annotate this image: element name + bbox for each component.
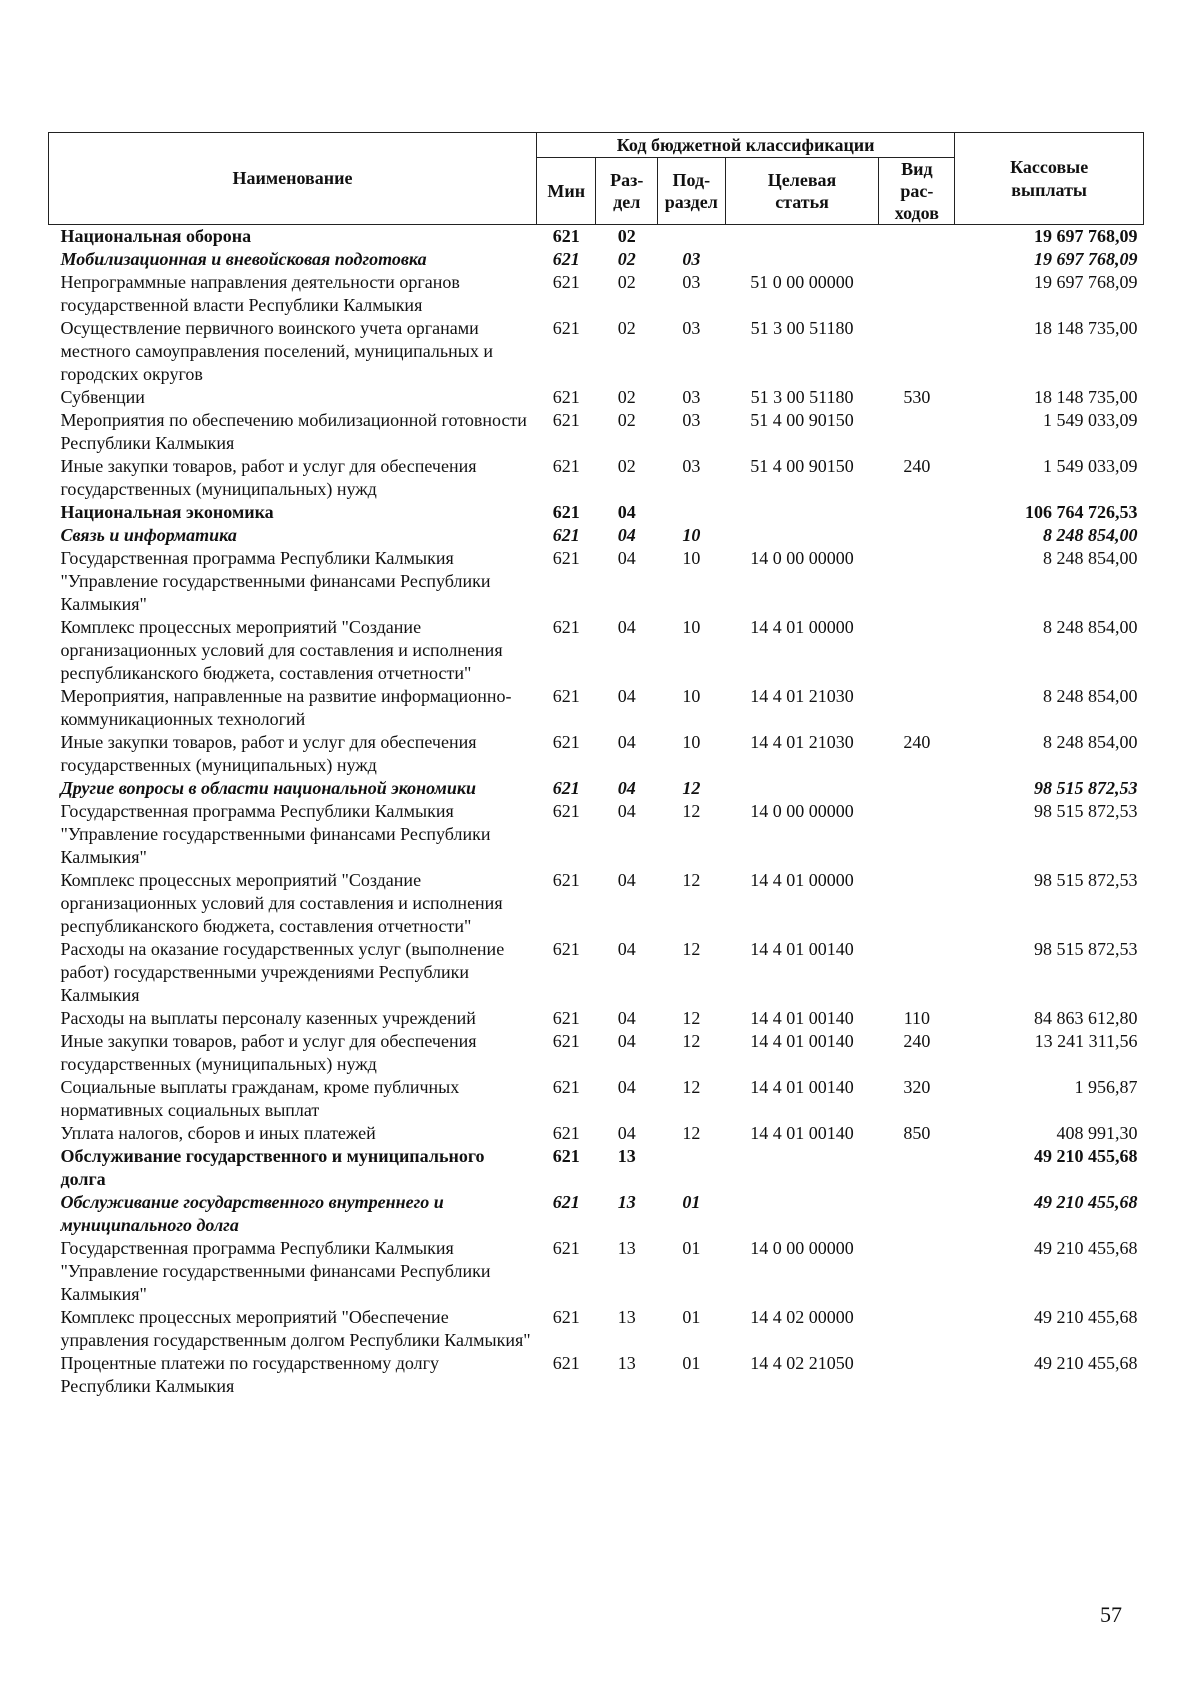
cell-vid — [879, 1145, 955, 1191]
cell-name: Процентные платежи по государственному долгу Республики Калмыкия — [60, 1353, 440, 1396]
cell-pod: 01 — [682, 1307, 701, 1327]
cell-sum: 84 863 612,80 — [1034, 1008, 1138, 1028]
cell-min: 621 — [552, 525, 580, 545]
cell-min: 621 — [552, 686, 580, 706]
cell-sum: 49 210 455,68 — [1034, 1238, 1138, 1258]
cell-name: Государственная программа Республики Калмыкия "Управление государственными финансами Республики Калмыкия" — [60, 801, 491, 867]
cell-pod: 03 — [682, 410, 701, 430]
cell-pod: 03 — [682, 456, 701, 476]
cell-name: Субвенции — [60, 387, 145, 407]
cell-cel: 51 4 00 90150 — [750, 456, 854, 476]
cell-cel: 51 3 00 51180 — [750, 318, 854, 338]
page-number: 57 — [1100, 1602, 1122, 1627]
table-row — [49, 317, 1144, 386]
cell-razdel: 02 — [617, 410, 636, 430]
table-row — [49, 409, 1144, 455]
cell-sum: 8 248 854,00 — [1043, 686, 1138, 706]
cell-sum: 98 515 872,53 — [1034, 801, 1138, 821]
cell-cel: 14 4 01 00140 — [750, 1123, 854, 1143]
cell-name: Расходы на оказание государственных услуг (выполнение работ) государственными учреждениями Республики Калмыкия — [60, 939, 505, 1005]
cell-cel: 14 4 01 21030 — [750, 686, 854, 706]
cell-min: 621 — [552, 1238, 580, 1258]
cell-name: Комплекс процессных мероприятий "Обеспечение управления государственным долгом Республики Калмыкия" — [60, 1307, 531, 1350]
cell-razdel: 13 — [617, 1146, 636, 1166]
table-row — [49, 1352, 1144, 1398]
header-vid: Вид рас- ходов — [879, 158, 955, 225]
cell-name: Обслуживание государственного и муниципального долга — [60, 1146, 485, 1189]
cell-cel — [725, 501, 879, 524]
table-row — [49, 1076, 1144, 1122]
table-row — [49, 1030, 1144, 1076]
cell-razdel: 04 — [617, 732, 636, 752]
cell-min: 621 — [552, 1307, 580, 1327]
cell-min: 621 — [552, 272, 580, 292]
cell-cel: 51 3 00 51180 — [750, 387, 854, 407]
cell-cel: 14 4 01 00140 — [750, 1008, 854, 1028]
header-celevaya: Целевая статья — [725, 158, 879, 225]
cell-sum: 98 515 872,53 — [1034, 778, 1138, 798]
cell-cel — [725, 225, 879, 249]
cell-pod: 03 — [682, 272, 701, 292]
cell-min: 621 — [552, 617, 580, 637]
cell-min: 621 — [552, 387, 580, 407]
table-row — [49, 800, 1144, 869]
cell-min: 621 — [552, 1192, 580, 1212]
cell-pod: 01 — [682, 1238, 701, 1258]
cell-cel: 14 4 02 00000 — [750, 1307, 854, 1327]
cell-cel: 14 0 00 00000 — [750, 801, 854, 821]
cell-razdel: 13 — [617, 1238, 636, 1258]
cell-razdel: 04 — [617, 1077, 636, 1097]
table-row — [49, 455, 1144, 501]
cell-vid — [879, 501, 955, 524]
cell-pod: 01 — [682, 1192, 701, 1212]
cell-vid — [879, 409, 955, 455]
cell-name: Связь и информатика — [60, 525, 237, 545]
cell-pod — [657, 225, 725, 249]
header-min: Мин — [537, 158, 596, 225]
cell-sum: 8 248 854,00 — [1043, 525, 1138, 545]
cell-razdel: 04 — [617, 502, 636, 522]
cell-pod: 03 — [682, 318, 701, 338]
cell-vid — [879, 938, 955, 1007]
table-header — [49, 133, 1144, 225]
cell-cel: 14 4 01 00140 — [750, 1077, 854, 1097]
cell-razdel: 13 — [617, 1192, 636, 1212]
cell-name: Непрограммные направления деятельности органов государственной власти Республики Калмыкия — [60, 272, 460, 315]
cell-vid — [879, 248, 955, 271]
table-row — [49, 1191, 1144, 1237]
cell-sum: 19 697 768,09 — [1034, 249, 1138, 269]
cell-name: Обслуживание государственного внутреннего и муниципального долга — [60, 1192, 444, 1235]
cell-name: Национальная оборона — [60, 226, 252, 246]
header-code-group: Код бюджетной классификации — [537, 133, 955, 158]
cell-sum: 1 549 033,09 — [1043, 456, 1138, 476]
table-row — [49, 1007, 1144, 1030]
cell-name: Иные закупки товаров, работ и услуг для обеспечения государственных (муниципальных) нужд — [60, 1031, 477, 1074]
cell-name: Мероприятия, направленные на развитие информационно-коммуникационных технологий — [60, 686, 512, 729]
cell-min: 621 — [552, 1077, 580, 1097]
cell-name: Комплекс процессных мероприятий "Создание организационных условий для составления и исполнения республиканского бюджета, составления отчетности" — [60, 870, 503, 936]
cell-pod: 12 — [682, 778, 701, 798]
cell-pod: 10 — [682, 525, 701, 545]
budget-table-sheet — [48, 132, 1144, 1398]
cell-name: Социальные выплаты гражданам, кроме публичных нормативных социальных выплат — [60, 1077, 460, 1120]
table-row — [49, 1145, 1144, 1191]
table-row — [49, 271, 1144, 317]
cell-vid — [879, 1306, 955, 1352]
table-row — [49, 547, 1144, 616]
cell-razdel: 04 — [617, 939, 636, 959]
cell-vid — [879, 685, 955, 731]
cell-min: 621 — [552, 226, 580, 246]
cell-razdel: 02 — [617, 249, 636, 269]
table-row — [49, 731, 1144, 777]
cell-vid — [879, 800, 955, 869]
cell-razdel: 02 — [617, 272, 636, 292]
table-row — [49, 777, 1144, 800]
cell-sum: 49 210 455,68 — [1034, 1146, 1138, 1166]
cell-sum: 18 148 735,00 — [1034, 387, 1138, 407]
cell-pod: 12 — [682, 1031, 701, 1051]
cell-min: 621 — [552, 1353, 580, 1373]
table-row — [49, 1237, 1144, 1306]
cell-vid: 320 — [903, 1077, 931, 1097]
cell-cel: 14 0 00 00000 — [750, 548, 854, 568]
cell-sum: 8 248 854,00 — [1043, 732, 1138, 752]
cell-vid: 240 — [903, 1031, 931, 1051]
cell-pod — [657, 501, 725, 524]
cell-sum: 98 515 872,53 — [1034, 870, 1138, 890]
cell-pod: 12 — [682, 1077, 701, 1097]
cell-cel: 14 4 02 21050 — [750, 1353, 854, 1373]
cell-cel — [725, 1191, 879, 1237]
cell-vid — [879, 524, 955, 547]
cell-name: Иные закупки товаров, работ и услуг для обеспечения государственных (муниципальных) нужд — [60, 732, 477, 775]
cell-name: Комплекс процессных мероприятий "Создание организационных условий для составления и исполнения республиканского бюджета, составления отчетности" — [60, 617, 503, 683]
cell-min: 621 — [552, 1031, 580, 1051]
table-row — [49, 869, 1144, 938]
cell-razdel: 04 — [617, 1031, 636, 1051]
cell-min: 621 — [552, 1008, 580, 1028]
cell-name: Мероприятия по обеспечению мобилизационной готовности Республики Калмыкия — [60, 410, 527, 453]
table-row — [49, 248, 1144, 271]
cell-pod: 12 — [682, 1008, 701, 1028]
cell-vid: 110 — [903, 1008, 931, 1028]
budget-table — [48, 132, 1144, 1398]
cell-razdel: 02 — [617, 318, 636, 338]
cell-min: 621 — [552, 870, 580, 890]
cell-razdel: 02 — [617, 226, 636, 246]
cell-sum: 408 991,30 — [1056, 1123, 1138, 1143]
cell-pod: 12 — [682, 870, 701, 890]
cell-cel: 14 4 01 21030 — [750, 732, 854, 752]
cell-cel: 14 4 01 00140 — [750, 1031, 854, 1051]
cell-pod — [657, 1145, 725, 1191]
cell-min: 621 — [552, 502, 580, 522]
cell-razdel: 04 — [617, 801, 636, 821]
cell-min: 621 — [552, 801, 580, 821]
cell-cel: 14 4 01 00000 — [750, 617, 854, 637]
table-row — [49, 225, 1144, 249]
cell-min: 621 — [552, 249, 580, 269]
cell-sum: 8 248 854,00 — [1043, 617, 1138, 637]
table-row — [49, 1306, 1144, 1352]
cell-name: Иные закупки товаров, работ и услуг для обеспечения государственных (муниципальных) нужд — [60, 456, 477, 499]
cell-min: 621 — [552, 732, 580, 752]
cell-min: 621 — [552, 939, 580, 959]
cell-razdel: 04 — [617, 525, 636, 545]
table-body — [49, 225, 1144, 1399]
table-row — [49, 524, 1144, 547]
cell-vid — [879, 1191, 955, 1237]
cell-name: Осуществление первичного воинского учета органами местного самоуправления поселений, муниципальных и городских округов — [60, 318, 493, 384]
cell-name: Уплата налогов, сборов и иных платежей — [60, 1123, 376, 1143]
cell-razdel: 04 — [617, 548, 636, 568]
cell-sum: 19 697 768,09 — [1034, 226, 1138, 246]
cell-sum: 98 515 872,53 — [1034, 939, 1138, 959]
table-row — [49, 938, 1144, 1007]
table-row — [49, 616, 1144, 685]
table-row — [49, 501, 1144, 524]
header-sum: Кассовые выплаты — [955, 133, 1144, 225]
cell-name: Расходы на выплаты персоналу казенных учреждений — [60, 1008, 476, 1028]
cell-name: Национальная экономика — [60, 502, 274, 522]
cell-pod: 10 — [682, 617, 701, 637]
cell-sum: 1 956,87 — [1074, 1077, 1138, 1097]
table-row — [49, 685, 1144, 731]
cell-cel — [725, 524, 879, 547]
cell-cel — [725, 777, 879, 800]
cell-min: 621 — [552, 1123, 580, 1143]
cell-vid — [879, 869, 955, 938]
cell-razdel: 04 — [617, 1008, 636, 1028]
cell-sum: 18 148 735,00 — [1034, 318, 1138, 338]
cell-cel: 51 4 00 90150 — [750, 410, 854, 430]
cell-pod: 03 — [682, 249, 701, 269]
cell-razdel: 02 — [617, 387, 636, 407]
cell-razdel: 04 — [617, 1123, 636, 1143]
cell-vid — [879, 271, 955, 317]
cell-cel: 51 0 00 00000 — [750, 272, 854, 292]
cell-cel — [725, 248, 879, 271]
table-row — [49, 386, 1144, 409]
cell-sum: 49 210 455,68 — [1034, 1192, 1138, 1212]
cell-sum: 8 248 854,00 — [1043, 548, 1138, 568]
cell-vid — [879, 1237, 955, 1306]
cell-sum: 49 210 455,68 — [1034, 1353, 1138, 1373]
cell-razdel: 04 — [617, 617, 636, 637]
cell-vid: 850 — [903, 1123, 931, 1143]
cell-cel: 14 4 01 00000 — [750, 870, 854, 890]
cell-cel — [725, 1145, 879, 1191]
cell-vid: 240 — [903, 456, 931, 476]
cell-name: Государственная программа Республики Калмыкия "Управление государственными финансами Республики Калмыкия" — [60, 548, 491, 614]
cell-pod: 12 — [682, 1123, 701, 1143]
cell-pod: 12 — [682, 939, 701, 959]
cell-sum: 1 549 033,09 — [1043, 410, 1138, 430]
cell-min: 621 — [552, 548, 580, 568]
cell-min: 621 — [552, 318, 580, 338]
cell-razdel: 13 — [617, 1353, 636, 1373]
cell-razdel: 04 — [617, 870, 636, 890]
cell-pod: 10 — [682, 686, 701, 706]
cell-razdel: 02 — [617, 456, 636, 476]
cell-min: 621 — [552, 410, 580, 430]
cell-sum: 19 697 768,09 — [1034, 272, 1138, 292]
cell-name: Государственная программа Республики Калмыкия "Управление государственными финансами Республики Калмыкия" — [60, 1238, 491, 1304]
cell-razdel: 04 — [617, 686, 636, 706]
cell-vid — [879, 777, 955, 800]
cell-cel: 14 4 01 00140 — [750, 939, 854, 959]
cell-pod: 03 — [682, 387, 701, 407]
cell-pod: 10 — [682, 732, 701, 752]
cell-vid — [879, 1352, 955, 1398]
cell-vid — [879, 616, 955, 685]
cell-name: Мобилизационная и вневойсковая подготовка — [60, 249, 427, 269]
cell-vid — [879, 225, 955, 249]
header-podrazdel: Под- раздел — [657, 158, 725, 225]
cell-sum: 49 210 455,68 — [1034, 1307, 1138, 1327]
cell-vid — [879, 547, 955, 616]
cell-cel: 14 0 00 00000 — [750, 1238, 854, 1258]
cell-name: Другие вопросы в области национальной экономики — [60, 778, 476, 798]
table-row — [49, 1122, 1144, 1145]
header-razdel: Раз- дел — [596, 158, 658, 225]
cell-sum: 13 241 311,56 — [1034, 1031, 1138, 1051]
cell-min: 621 — [552, 1146, 580, 1166]
cell-pod: 01 — [682, 1353, 701, 1373]
cell-min: 621 — [552, 456, 580, 476]
cell-pod: 10 — [682, 548, 701, 568]
cell-razdel: 04 — [617, 778, 636, 798]
cell-pod: 12 — [682, 801, 701, 821]
cell-min: 621 — [552, 778, 580, 798]
cell-vid — [879, 317, 955, 386]
cell-razdel: 13 — [617, 1307, 636, 1327]
cell-sum: 106 764 726,53 — [1025, 502, 1138, 522]
cell-vid: 240 — [903, 732, 931, 752]
header-name: Наименование — [49, 133, 537, 225]
cell-vid: 530 — [903, 387, 931, 407]
